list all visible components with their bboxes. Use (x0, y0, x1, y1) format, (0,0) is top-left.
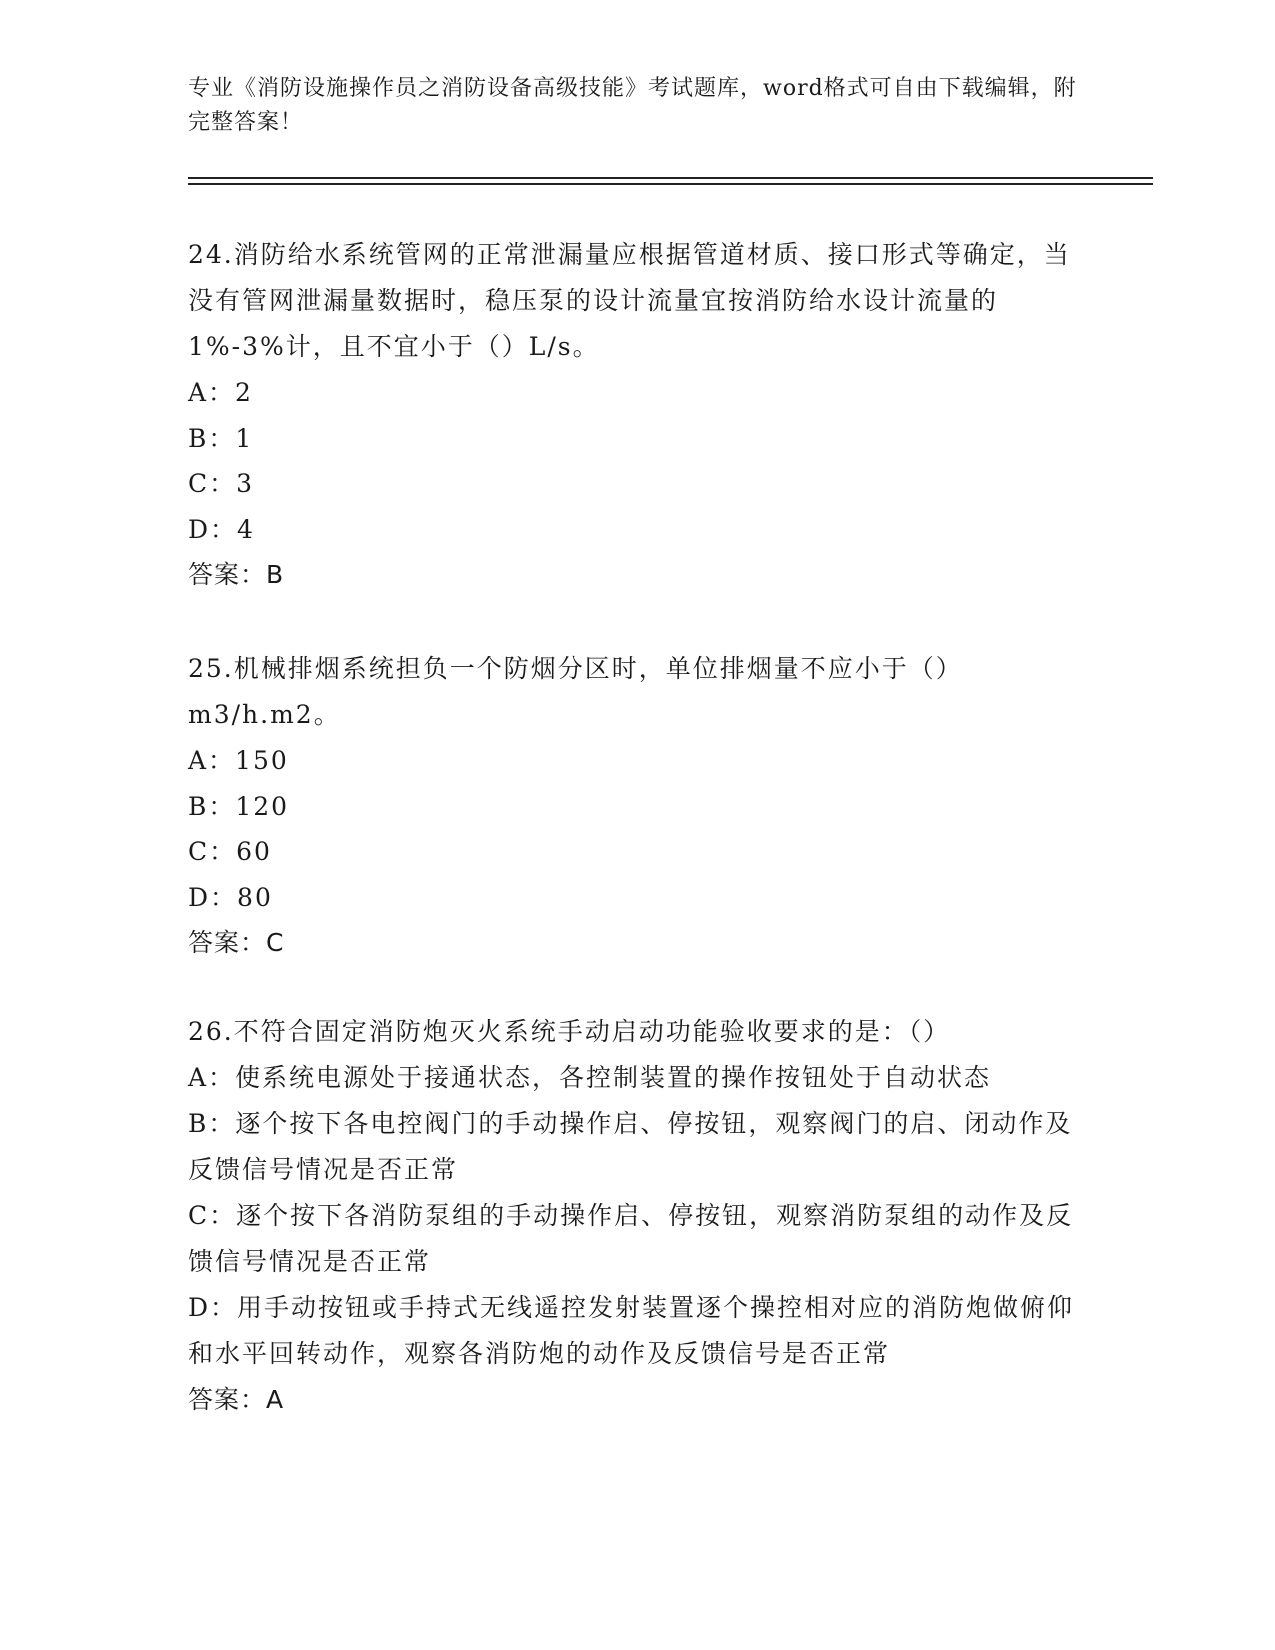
page-header: 专业《消防设施操作员之消防设备高级技能》考试题库，word格式可自由下载编辑，附完整答案！ (188, 76, 1077, 135)
option-b: B：1 (188, 423, 254, 453)
option-d: D：80 (188, 882, 273, 912)
header-rule-top (188, 177, 1153, 179)
option-b: B：120 (188, 791, 290, 821)
question-25 (188, 646, 1088, 966)
option-a: A：150 (188, 746, 289, 775)
option-c: C：3 (188, 469, 255, 498)
option-b: B：逐个按下各电控阀门的手动操作启、停按钮，观察阀门的启、闭动作及反馈信号情况是否正常 (188, 1109, 1073, 1184)
answer: 答案：B (188, 560, 285, 589)
answer: 答案：A (188, 1385, 285, 1414)
answer: 答案：C (188, 928, 285, 957)
option-c: C：60 (188, 837, 272, 866)
option-c: C：逐个按下各消防泵组的手动操作启、停按钮，观察消防泵组的动作及反馈信号情况是否正常 (188, 1201, 1074, 1276)
question-stem: 24.消防给水系统管网的正常泄漏量应根据管道材质、接口形式等确定，当没有管网泄漏量数据时，稳压泵的设计流量宜按消防给水设计流量的1%-3%计，且不宜小于（）L/s。 (188, 240, 1071, 361)
option-a: A：2 (188, 378, 253, 407)
question-stem: 26.不符合固定消防炮灭火系统手动启动功能验收要求的是：（） (188, 1017, 951, 1046)
question-24 (188, 232, 1088, 598)
option-a: A：使系统电源处于接通状态，各控制装置的操作按钮处于自动状态 (188, 1063, 992, 1092)
question-stem: 25.机械排烟系统担负一个防烟分区时，单位排烟量不应小于（）m3/h.m2。 (188, 654, 963, 729)
question-26 (188, 1009, 1088, 1423)
header-rule-bottom (188, 183, 1153, 185)
option-d: D：用手动按钮或手持式无线遥控发射装置逐个操控相对应的消防炮做俯仰和水平回转动作，观察各消防炮的动作及反馈信号是否正常 (188, 1293, 1075, 1368)
option-d: D：4 (188, 514, 255, 544)
